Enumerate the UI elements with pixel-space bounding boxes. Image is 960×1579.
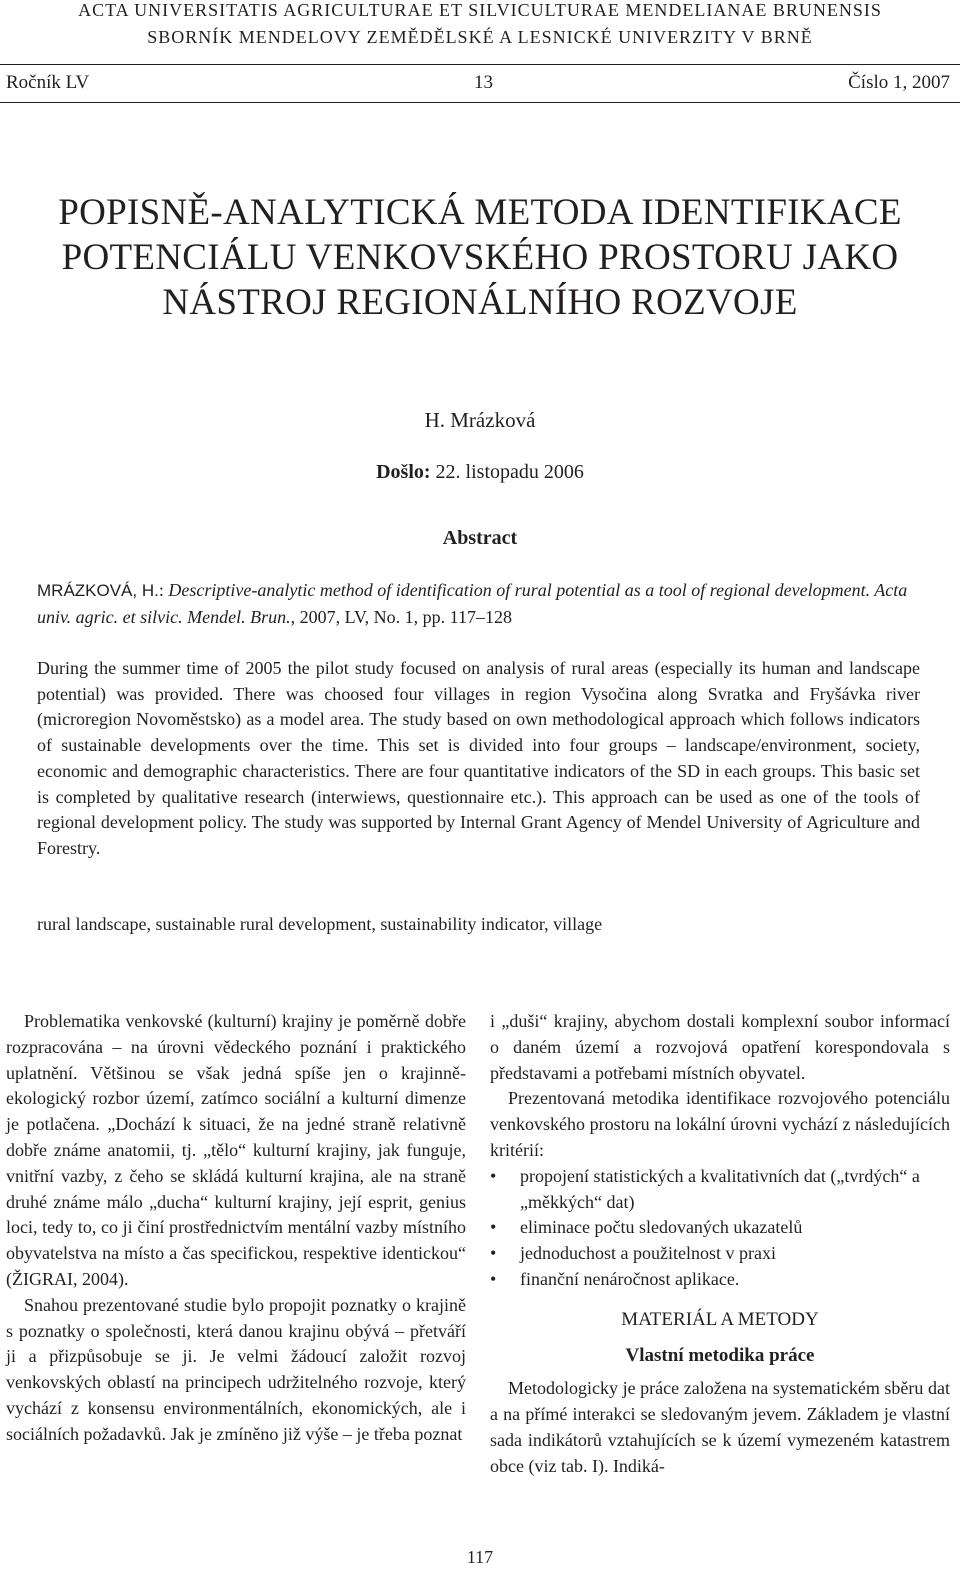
body-paragraph: Snahou prezentované studie bylo propojit poznatky o krajině s poznatky o společnosti, která danou krajinu obývá – přetváří ji a přizpůsobuje se ji. Je velmi žádoucí založit rozvoj venkovských oblastí na principech udržitelného rozvoje, který vychází z konsensu environmentálních, ekonomických, ale i sociálních požadavků. Jak je zmíněno již výše – je třeba poznat: [6, 1294, 466, 1444]
citation-details: , 2007, LV, No. 1, pp. 117–128: [290, 607, 512, 627]
citation-title: [37, 580, 907, 627]
citation-title-text: Descriptive-analytic method of identification of rural potential as a tool of regional development.: [168, 580, 871, 600]
header-rule-top: [0, 64, 960, 65]
list-item: [490, 1267, 950, 1293]
list-item: [490, 1241, 950, 1267]
issue-label: Číslo 1, 2007: [848, 72, 950, 93]
bullet-icon: •: [490, 1268, 497, 1289]
journal-title-czech: SBORNÍK MENDELOVY ZEMĚDĚLSKÉ A LESNICKÉ UNIVERZITY V BRNĚ: [147, 27, 813, 47]
title-line: NÁSTROJ REGIONÁLNÍHO ROZVOJE: [162, 282, 798, 323]
section-heading: MATERIÁL A METODY: [621, 1308, 819, 1330]
citation: [37, 577, 923, 630]
issue-page-number: 13: [474, 72, 493, 93]
received-date-line: [0, 461, 960, 484]
body-paragraph: Prezentovaná metodika identifikace rozvojového potenciálu venkovského prostoru na lokální úrovni vychází z následujících kritérií:: [490, 1088, 950, 1160]
abstract-heading: Abstract: [442, 527, 518, 549]
title-line: POTENCIÁLU VENKOVSKÉHO PROSTORU JAKO: [61, 237, 899, 278]
keywords: rural landscape, sustainable rural development, sustainability indicator, village: [37, 914, 603, 934]
bullet-icon: •: [490, 1217, 497, 1238]
citation-journal: Acta univ. agric. et silvic. Mendel. Brun.: [37, 580, 908, 627]
body-paragraph: Metodologicky je práce založena na systematickém sběru dat a na přímé interakci se sledovaným jevem. Základem je vlastní sada indikátorů vztahujících se k území vymezeném katastrem obce (viz tab. I). Indiká-: [490, 1378, 950, 1476]
author-name: H. Mrázková: [424, 408, 536, 432]
body-paragraph: Problematika venkovské (kulturní) krajiny je poměrně dobře rozpracována – na úrovni vědeckého poznání i praktického uplatnění. Většinou se však jedná spíše jen o krajinně-ekologický rozbor území, zatímco sociální a kulturní dimenze je potlačena. „Dochází k situaci, že na jedné straně relativně dobře známe anatomii, tj. „tělo“ kulturní krajiny, jak funguje, vnitřní vazby, z čeho se skládá kulturní krajina, ale na straně druhé známe málo „ducha“ kulturní krajiny, její esprit, genius loci, tedy to, co ji činí prostřednictvím mentální vazby místního obyvatelstva na místo a čas specifickou, respektive identickou“ (ŽIGRAI, 2004).: [6, 1011, 466, 1289]
body-paragraph: i „duši“ krajiny, abychom dostali komplexní soubor informací o daném území a rozvojová opatření korespondovala s představami a potřebami místních obyvatel.: [490, 1011, 950, 1083]
list-item: [490, 1164, 950, 1216]
list-item-text: finanční nenáročnost aplikace.: [520, 1268, 740, 1289]
subsection-heading: Vlastní metodika práce: [625, 1344, 815, 1366]
header-rule-bottom: [0, 102, 960, 103]
bullet-icon: •: [490, 1243, 497, 1264]
issue-line: [6, 72, 950, 96]
bullet-icon: •: [490, 1165, 497, 1186]
volume-label: Ročník LV: [6, 72, 90, 93]
received-label: Došlo:: [376, 461, 431, 483]
page-number: 117: [466, 1547, 494, 1567]
journal-title-latin: ACTA UNIVERSITATIS AGRICULTURAE ET SILVICULTURAE MENDELIANAE BRUNENSIS: [78, 0, 882, 20]
list-item-text: eliminace počtu sledovaných ukazatelů: [520, 1217, 803, 1238]
list-item-text: jednoduchost a použitelnost v praxi: [520, 1243, 776, 1264]
abstract-text: During the summer time of 2005 the pilot study focused on analysis of rural areas (especially its human and landscape potential) was provided. There was choosed four villages in region Vysočina along Svratka and Fryšávka river (microregion Novoměstsko) as a model area. The study based on own methodological approach which follows indicators of sustainable developments over the time. This set is divided into four groups – landscape/environment, society, economic and demographic characteristics. There are four quantitative indicators of the SD in each groups. This basic set is completed by qualitative research (interwiews, questionnaire etc.). This approach can be used as one of the tools of regional development policy. The study was supported by Internal Grant Agency of Mendel University of Agriculture and Forestry.: [37, 658, 920, 858]
criteria-list: [490, 1164, 950, 1293]
title-line: POPISNĚ-ANALYTICKÁ METODA IDENTIFIKACE: [58, 192, 902, 233]
citation-separator: :: [158, 580, 169, 600]
received-date: 22. listopadu 2006: [435, 461, 584, 483]
list-item: [490, 1215, 950, 1241]
body-column-right: [490, 1009, 950, 1480]
citation-author: MRÁZKOVÁ, H.: [37, 581, 159, 600]
list-item-text: propojení statistických a kvalitativních dat („tvrdých“ a „měkkých“ dat): [520, 1165, 920, 1212]
article-title: [20, 190, 940, 325]
body-column-left: [6, 1009, 466, 1448]
